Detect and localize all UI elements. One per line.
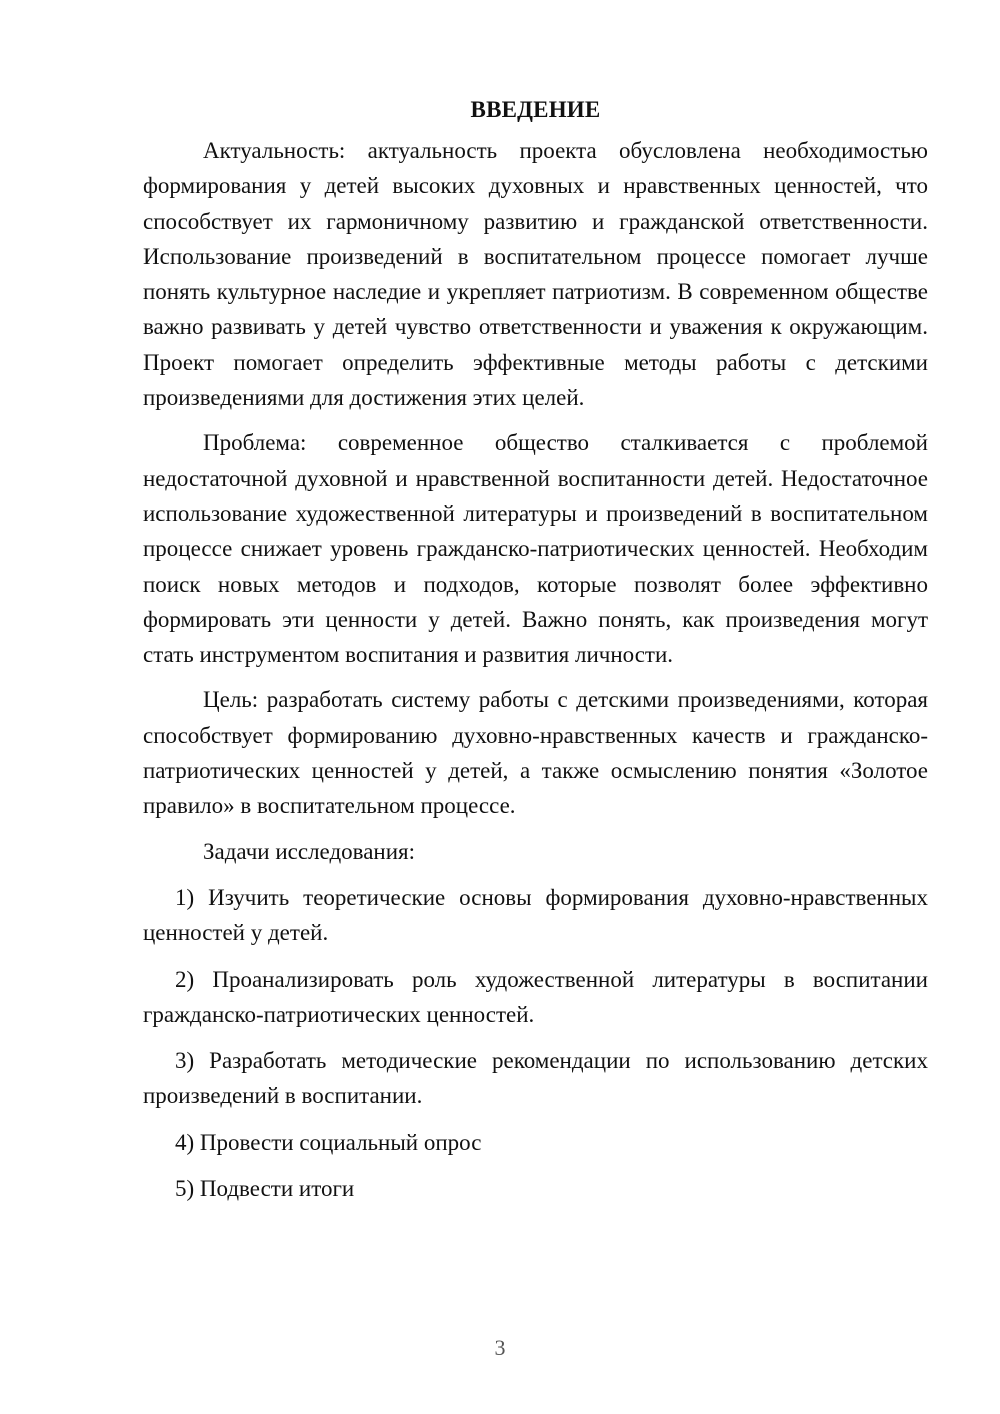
page-title: ВВЕДЕНИЕ [470, 97, 601, 122]
page-content [143, 94, 928, 1206]
task-item-1: 1) Изучить теоретические основы формирования духовно-нравственных ценностей у детей. [143, 884, 928, 946]
goal-paragraph: Цель: разработать систему работы с детскими произведениями, которая способствует формированию духовно-нравственных качеств и гражданско-патриотических ценностей у детей, а также осмыслению понятия «Золотое правило» в воспитательном процессе. [143, 687, 928, 819]
problem-paragraph: Проблема: современное общество сталкивается с проблемой недостаточной духовной и нравственной воспитанности детей. Недостаточное использование художественной литературы и произведений в воспитательном процессе снижает уровень гражданско-патриотических ценностей. Необходим поиск новых методов и подходов, которые позволят более эффективно формировать эти ценности у детей. Важно понять, как произведения могут стать инструментом воспитания и развития личности. [143, 430, 928, 668]
task-item-4: 4) Провести социальный опрос [175, 1129, 482, 1155]
page-number: 3 [494, 1335, 506, 1360]
tasks-heading: Задачи исследования: [203, 838, 416, 864]
task-item-3: 3) Разработать методические рекомендации по использованию детских произведений в воспитании. [143, 1048, 928, 1109]
task-item-5: 5) Подвести итоги [175, 1176, 355, 1202]
task-item-2: 2) Проанализировать роль художественной литературы в воспитании гражданско-патриотических ценностей. [143, 966, 928, 1027]
relevance-paragraph: Актуальность: актуальность проекта обусловлена необходимостью формирования у детей высоких духовных и нравственных ценностей, что способствует их гармоничному развитию и гражданской ответственности. Использование произведений в воспитательном процессе помогает лучше понять культурное наследие и укрепляет патриотизм. В современном обществе важно развивать у детей чувство ответственности и уважения к окружающим. Проект помогает определить эффективные методы работы с детскими произведениями для достижения этих целей. [143, 138, 928, 411]
